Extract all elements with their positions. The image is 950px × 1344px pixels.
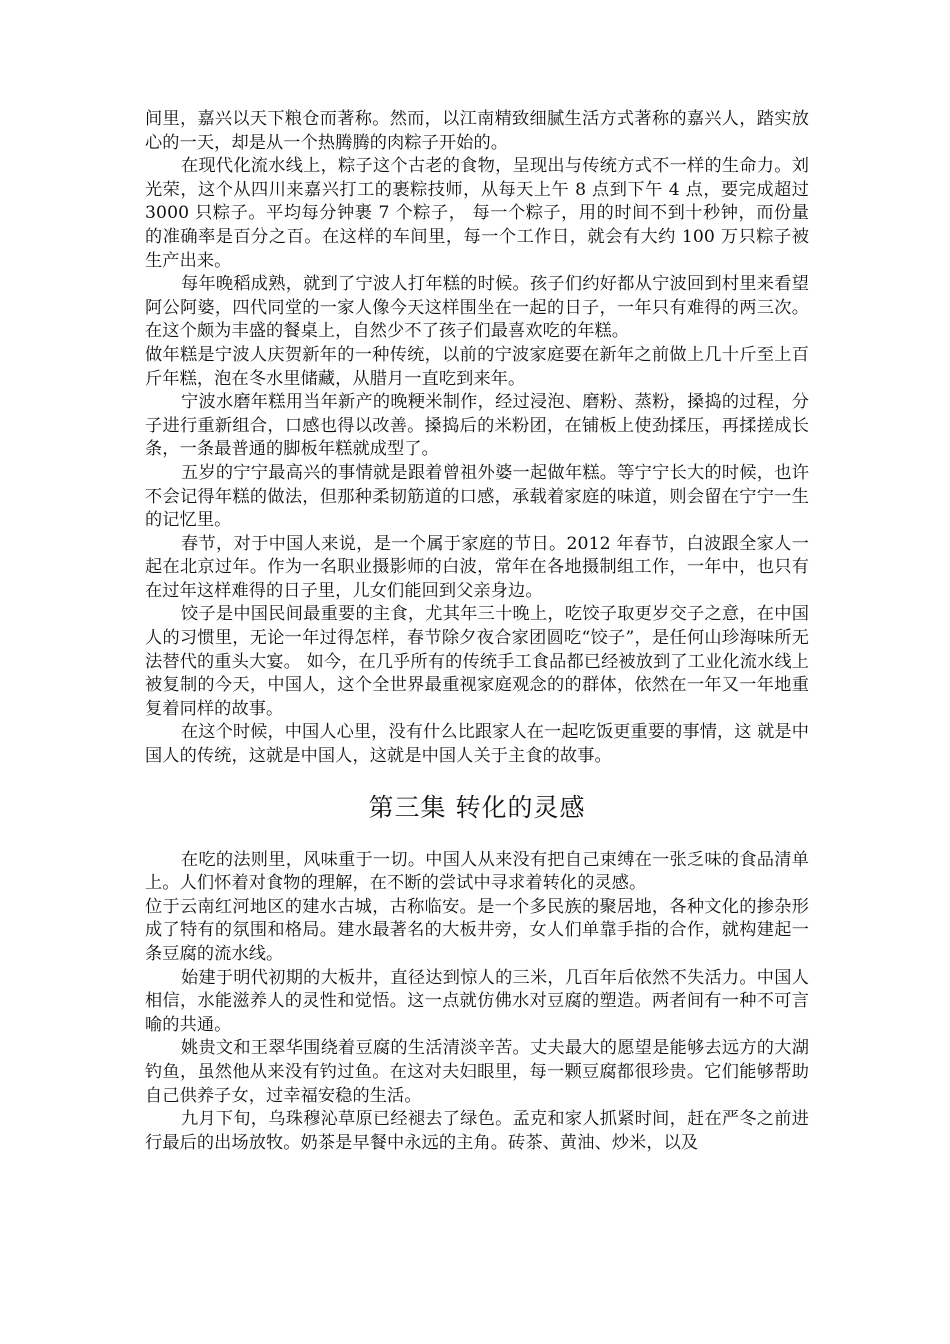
paragraph: 五岁的宁宁最高兴的事情就是跟着曾祖外婆一起做年糕。等宁宁长大的时候，也许不会记得年糕的做法，但那种柔韧筋道的口感，承载着家庭的味道，则会留在宁宁一生的记忆里。 [145, 462, 809, 531]
paragraph: 姚贵文和王翠华围绕着豆腐的生活清淡辛苦。丈夫最大的愿望是能够去远方的大湖钓鱼，虽然他从来没有钓过鱼。在这对夫妇眼里，每一颗豆腐都很珍贵。它们能够帮助自己供养子女，过幸福安稳的生活。 [145, 1038, 809, 1106]
paragraph: 做年糕是宁波人庆贺新年的一种传统，以前的宁波家庭要在新年之前做上几十斤至上百斤年糕，泡在冬水里储藏，从腊月一直吃到来年。 [145, 344, 809, 389]
paragraph: 在这个时候，中国人心里，没有什么比跟家人在一起吃饭更重要的事情，这 就是中国人的传统，这就是中国人，这就是中国人关于主食的故事。 [145, 722, 809, 767]
paragraph: 在吃的法则里，风味重于一切。中国人从来没有把自己束缚在一张乏味的食品清单上。人们怀着对食物的理解，在不断的尝试中寻求着转化的灵感。 [145, 849, 809, 894]
paragraph: 在现代化流水线上，粽子这个古老的食物，呈现出与传统方式不一样的生命力。刘光荣，这个从四川来嘉兴打工的裹粽技师，从每天上午 8 点到下午 4 点，要完成超过 3000 只粽子。平均每分钟裹 7 个粽子， 每一个粽子，用的时间不到十秒钟，而份量的准确率是百分之百。在这样的车间里，每一个工作日，就会有大约 100 万只粽子被生产出来。 [145, 156, 809, 271]
paragraph: 宁波水磨年糕用当年新产的晚粳米制作，经过浸泡、磨粉、蒸粉，搡捣的过程，分子进行重新组合，口感也得以改善。搡捣后的米粉团，在铺板上使劲揉压，再揉搓成长条，一条最普通的脚板年糕就成型了。 [145, 392, 809, 460]
paragraph: 间里，嘉兴以天下粮仓而著称。然而，以江南精致细腻生活方式著称的嘉兴人，踏实放心的一天，却是从一个热腾腾的肉粽子开始的。 [145, 109, 809, 153]
paragraph: 始建于明代初期的大板井，直径达到惊人的三米，几百年后依然不失活力。中国人相信，水能滋养人的灵性和觉悟。这一点就仿佛水对豆腐的塑造。两者间有一种不可言喻的共通。 [145, 967, 809, 1035]
paragraph: 饺子是中国民间最重要的主食，尤其年三十晚上，吃饺子取更岁交子之意，在中国人的习惯里，无论一年过得怎样，春节除夕夜合家团圆吃“饺子”，是任何山珍海味所无法替代的重头大宴。 如今，在几乎所有的传统手工食品都已经被放到了工业化流水线上被复制的今天，中国人，这个全世界最重视家庭观念的的群体，依然在一年又一年地重复着同样的故事。 [145, 604, 809, 719]
paragraph: 每年晚稻成熟，就到了宁波人打年糕的时候。孩子们约好都从宁波回到村里来看望阿公阿婆，四代同堂的一家人像今天这样围坐在一起的日子，一年只有难得的两三次。在这个颇为丰盛的餐桌上，自然少不了孩子们最喜欢吃的年糕。 [145, 274, 809, 342]
paragraph: 九月下旬，乌珠穆沁草原已经褪去了绿色。孟克和家人抓紧时间，赶在严冬之前进行最后的出场放牧。奶茶是早餐中永远的主角。砖茶、黄油、炒米，以及 [145, 1109, 809, 1153]
paragraph: 春节，对于中国人来说，是一个属于家庭的节日。2012 年春节，白波跟全家人一起在北京过年。作为一名职业摄影师的白波，常年在各地摄制组工作，一年中，也只有在过年这样难得的日子里，儿女们能回到父亲身边。 [145, 533, 809, 601]
document-page [145, 108, 809, 1155]
section-two [145, 849, 809, 1156]
chapter-title: 第三集 转化的灵感 [368, 792, 586, 822]
section-one [145, 108, 809, 769]
paragraph: 位于云南红河地区的建水古城，古称临安。是一个多民族的聚居地，各种文化的掺杂形成了特有的氛围和格局。建水最著名的大板井旁，女人们单靠手指的合作，就构建起一条豆腐的流水线。 [145, 896, 809, 964]
